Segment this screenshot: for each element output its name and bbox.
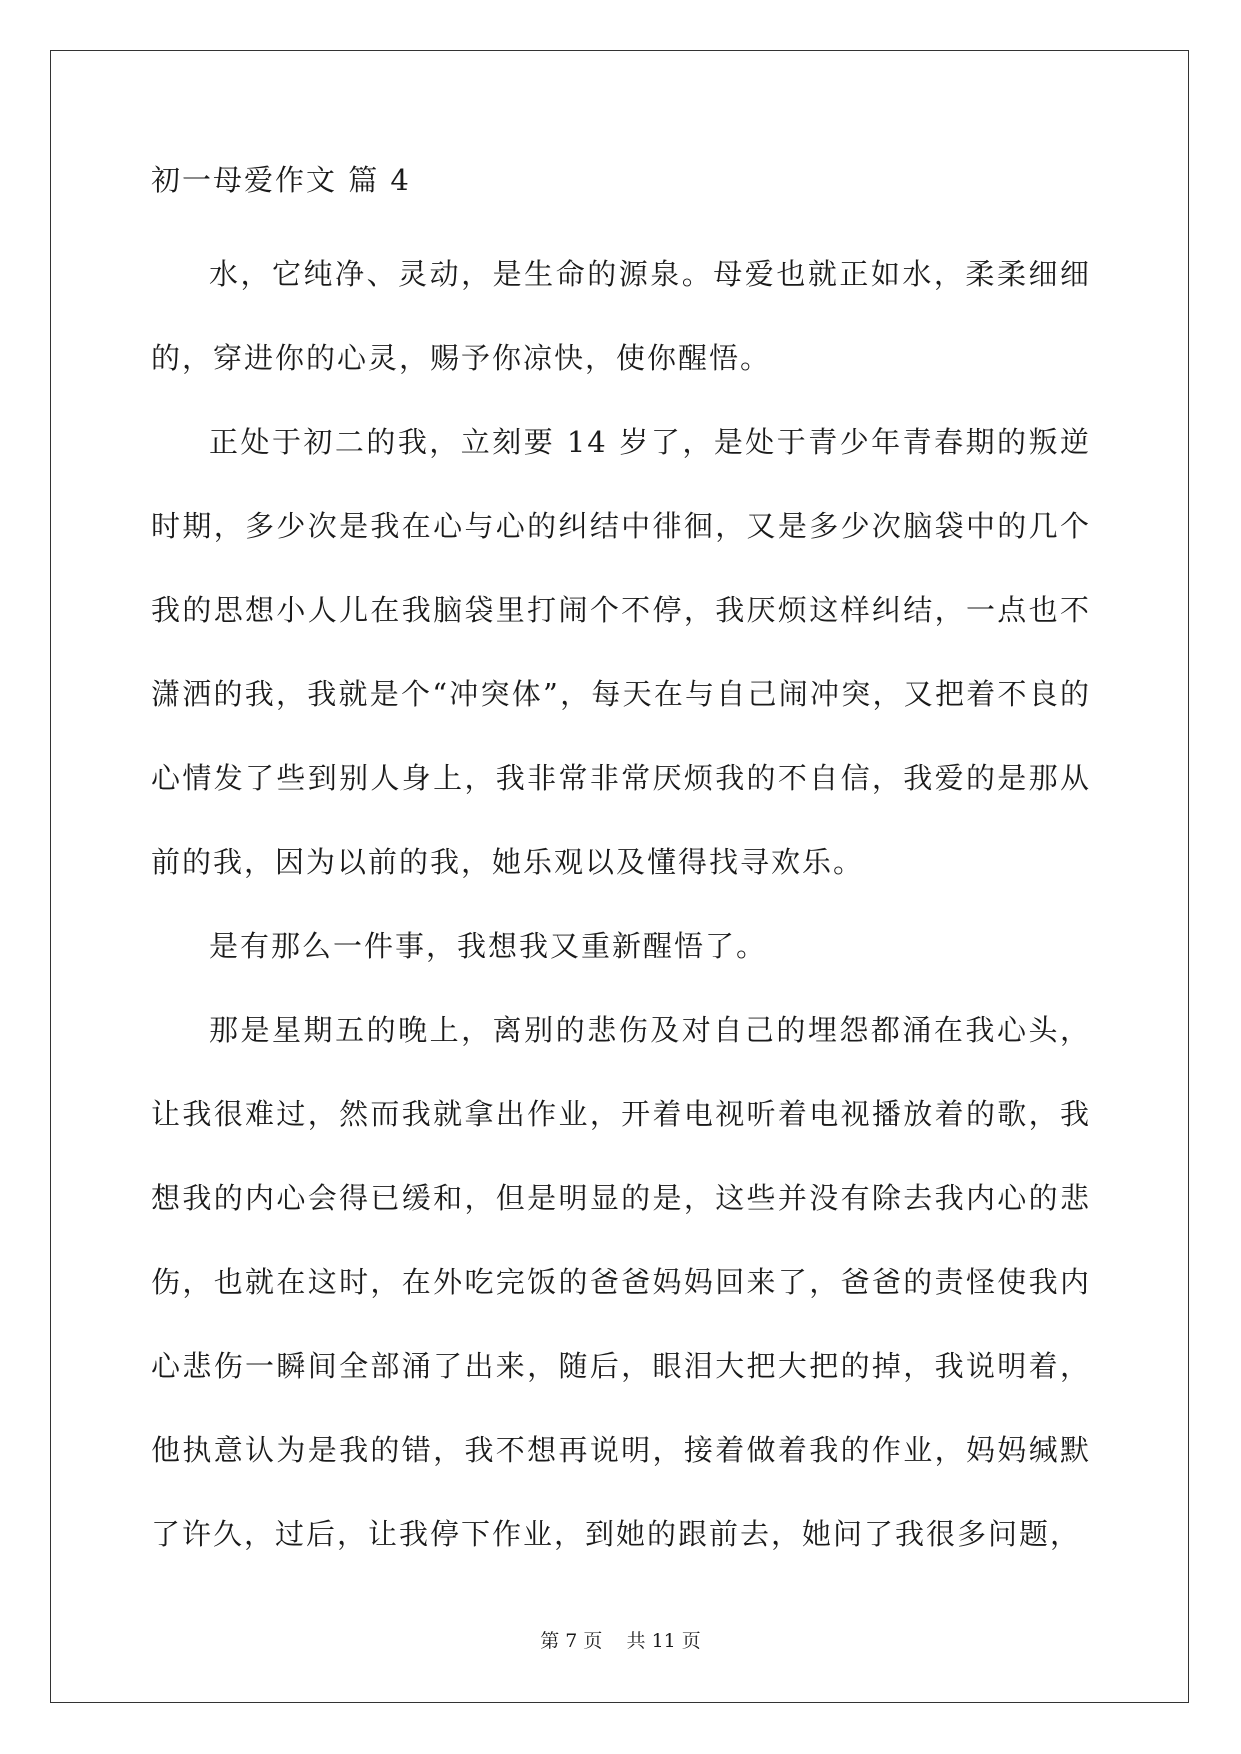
document-heading: 初一母爱作文 篇 4: [151, 163, 411, 197]
document-body: [151, 160, 1091, 1576]
page-number-label: 第 7 页 共 11 页: [540, 1630, 701, 1652]
paragraph-2: 正处于初二的我，立刻要 14 岁了，是处于青少年青春期的叛逆时期，多少次是我在心与心的纠结中徘徊，又是多少次脑袋中的几个我的思想小人儿在我脑袋里打闹个不停，我厌烦这样纠结，一点也不潇洒的我，我就是个“冲突体”，每天在与自己闹冲突，又把着不良的心情发了些到别人身上，我非常非常厌烦我的不自信，我爱的是那从前的我，因为以前的我，她乐观以及懂得找寻欢乐。: [151, 425, 1091, 879]
paragraph-3: 是有那么一件事，我想我又重新醒悟了。: [209, 929, 768, 963]
paragraph-4: 那是星期五的晚上，离别的悲伤及对自己的埋怨都涌在我心头，让我很难过，然而我就拿出作业，开着电视听着电视播放着的歌，我想我的内心会得已缓和，但是明显的是，这些并没有除去我内心的悲伤，也就在这时，在外吃完饭的爸爸妈妈回来了，爸爸的责怪使我内心悲伤一瞬间全部涌了出来，随后，眼泪大把大把的掉，我说明着，他执意认为是我的错，我不想再说明，接着做着我的作业，妈妈缄默了许久，过后，让我停下作业，到她的跟前去，她问了我很多问题，: [151, 1013, 1091, 1551]
paragraph-1: 水，它纯净、灵动，是生命的源泉。母爱也就正如水，柔柔细细的，穿进你的心灵，赐予你凉快，使你醒悟。: [151, 257, 1091, 375]
page-footer: [0, 1629, 1241, 1653]
